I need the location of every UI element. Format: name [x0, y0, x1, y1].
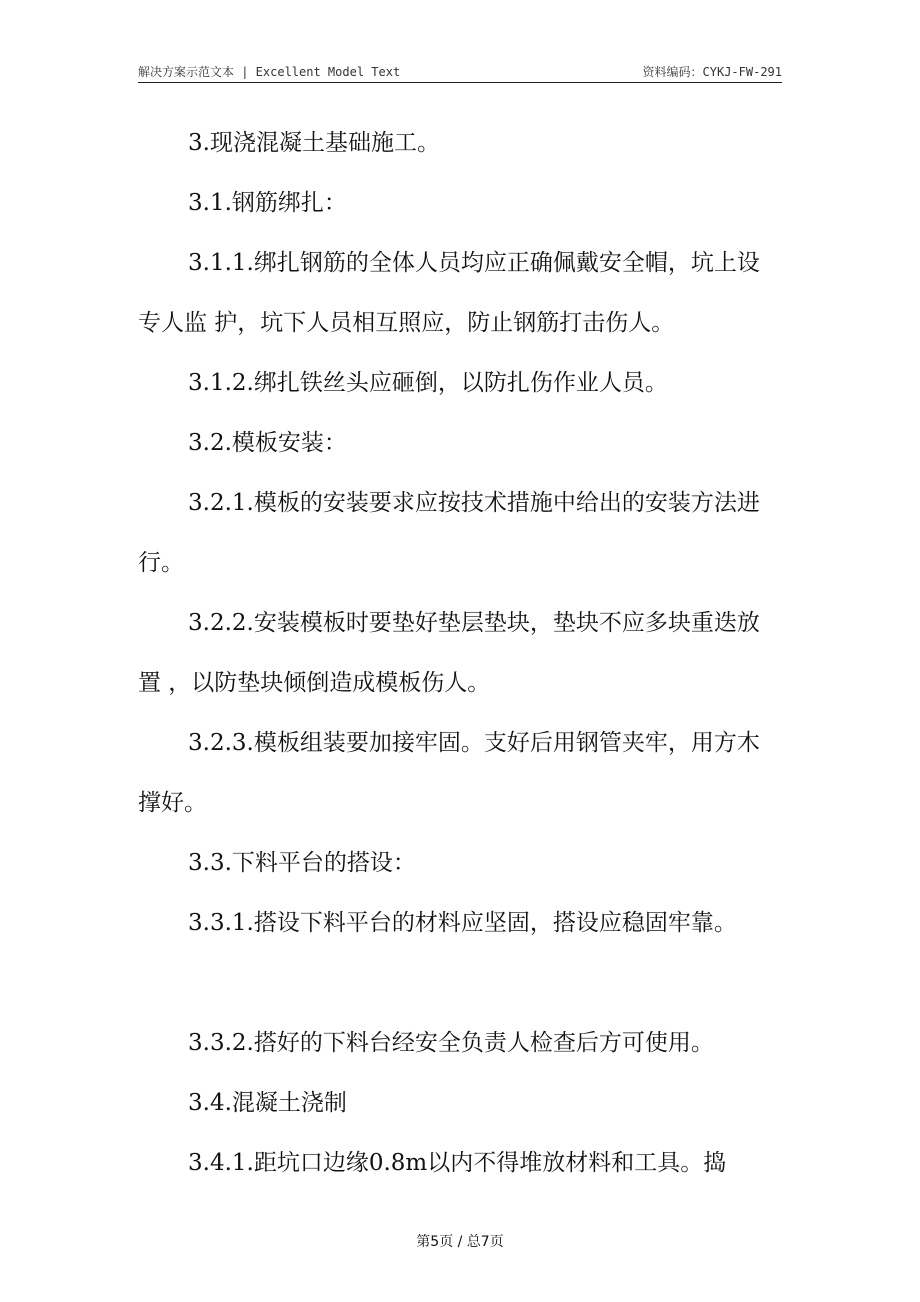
paragraph: 3.4.1.距坑口边缘0.8m以内不得堆放材料和工具。捣: [188, 1150, 727, 1176]
subsection-heading: 3.2.模板安装：: [188, 430, 347, 456]
header-doc-code: 资料编码：CYKJ-FW-291: [642, 65, 782, 79]
paragraph: 3.2.3.模板组装要加接牢固。支好后用钢管夹牢，用方木撑好。: [138, 730, 760, 816]
subsection-heading: 3.3.下料平台的搭设：: [188, 850, 416, 876]
paragraph: 3.3.1.搭设下料平台的材料应坚固，搭设应稳固牢靠。: [188, 910, 737, 936]
subsection-heading: 3.1.钢筋绑扎：: [188, 190, 347, 216]
page-number: 第5页 / 总7页: [416, 1234, 504, 1250]
paragraph: 3.1.1.绑扎钢筋的全体人员均应正确佩戴安全帽，坑上设专人监 护，坑下人员相互照应，防止钢筋打击伤人。: [138, 250, 760, 336]
paragraph: 3.3.2.搭好的下料台经安全负责人检查后方可使用。: [188, 1030, 714, 1056]
header-doc-type: 解决方案示范文本 | Excellent Model Text: [138, 65, 401, 79]
page-header: [138, 60, 782, 83]
document-body: [138, 113, 782, 1193]
paragraph: 3.2.1.模板的安装要求应按技术措施中给出的安装方法进行。: [138, 490, 760, 576]
subsection-heading: 3.4.混凝土浇制: [188, 1090, 347, 1116]
section-heading: 3.现浇混凝土基础施工。: [188, 130, 440, 156]
paragraph: 3.2.2.安装模板时要垫好垫层垫块，垫块不应多块重迭放置 ，以防垫块倾倒造成模板伤人。: [138, 610, 760, 696]
paragraph: 3.1.2.绑扎铁丝头应砸倒，以防扎伤作业人员。: [188, 370, 668, 396]
